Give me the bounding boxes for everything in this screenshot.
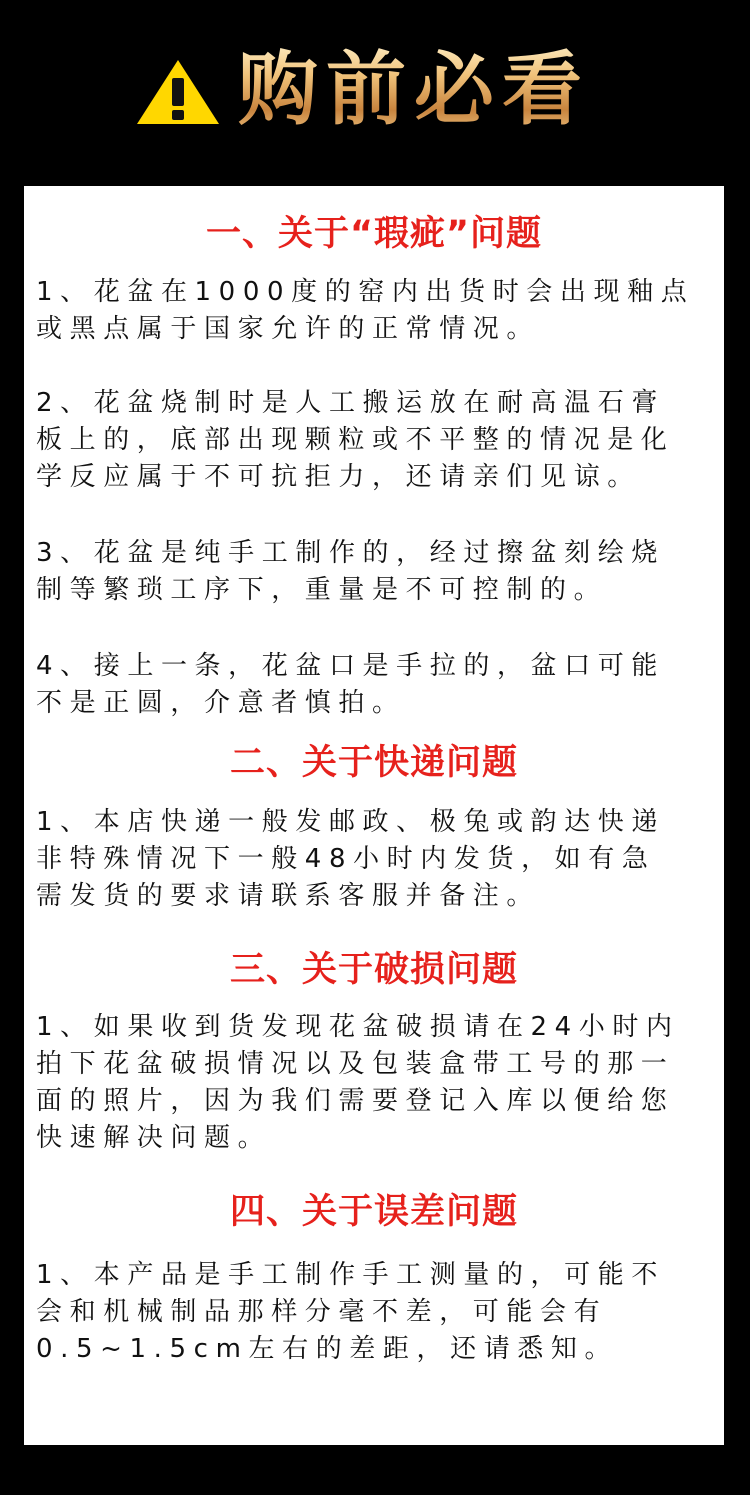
section-title-damage: 三、关于破损问题 <box>229 950 518 990</box>
text-line: 4、接上一条，花盆口是手拉的，盆口可能 <box>36 651 665 681</box>
notice-panel <box>24 186 724 1445</box>
paragraph-defects-4 <box>36 648 726 722</box>
section-title-tolerance: 四、关于误差问题 <box>229 1192 518 1232</box>
text-line: 会和机械制品那样分毫不差，可能会有 <box>36 1297 608 1327</box>
section-title-shipping: 二、关于快递问题 <box>229 743 518 783</box>
text-line: 需发货的要求请联系客服并备注。 <box>36 881 541 911</box>
text-line: 1、本产品是手工制作手工测量的，可能不 <box>36 1260 665 1290</box>
text-line: 非特殊情况下一般48小时内发货，如有急 <box>36 844 656 874</box>
text-line: 或黑点属于国家允许的正常情况。 <box>36 314 541 344</box>
text-line: 不是正圆，介意者慎拍。 <box>36 688 406 718</box>
page-title: 购前必看 <box>238 40 590 140</box>
text-line: 拍下花盆破损情况以及包装盒带工号的那一 <box>36 1049 675 1079</box>
text-line: 快速解决问题。 <box>36 1123 272 1153</box>
paragraph-defects-3 <box>36 535 726 609</box>
text-line: 板上的，底部出现颗粒或不平整的情况是化 <box>36 425 675 455</box>
text-line: 学反应属于不可抗拒力，还请亲们见谅。 <box>36 462 641 492</box>
paragraph-defects-2 <box>36 385 726 496</box>
text-line: 1、如果收到货发现花盆破损请在24小时内 <box>36 1012 680 1042</box>
text-line: 1、本店快递一般发邮政、极兔或韵达快递 <box>36 807 665 837</box>
text-line: 0.5~1.5cm左右的差距，还请悉知。 <box>36 1334 619 1364</box>
text-line: 面的照片，因为我们需要登记入库以便给您 <box>36 1086 675 1116</box>
paragraph-tolerance-1 <box>36 1257 726 1368</box>
text-line: 1、花盆在1000度的窑内出货时会出现釉点 <box>36 277 695 307</box>
header-banner <box>0 0 750 185</box>
paragraph-defects-1 <box>36 274 726 348</box>
text-line: 2、花盆烧制时是人工搬运放在耐高温石膏 <box>36 388 665 418</box>
warning-triangle-icon <box>135 58 221 126</box>
paragraph-shipping-1 <box>36 804 726 915</box>
section-title-defects: 一、关于“瑕疵”问题 <box>205 214 542 254</box>
paragraph-damage-1 <box>36 1009 726 1157</box>
text-line: 3、花盆是纯手工制作的，经过擦盆刻绘烧 <box>36 538 665 568</box>
text-line: 制等繁琐工序下，重量是不可控制的。 <box>36 575 608 605</box>
